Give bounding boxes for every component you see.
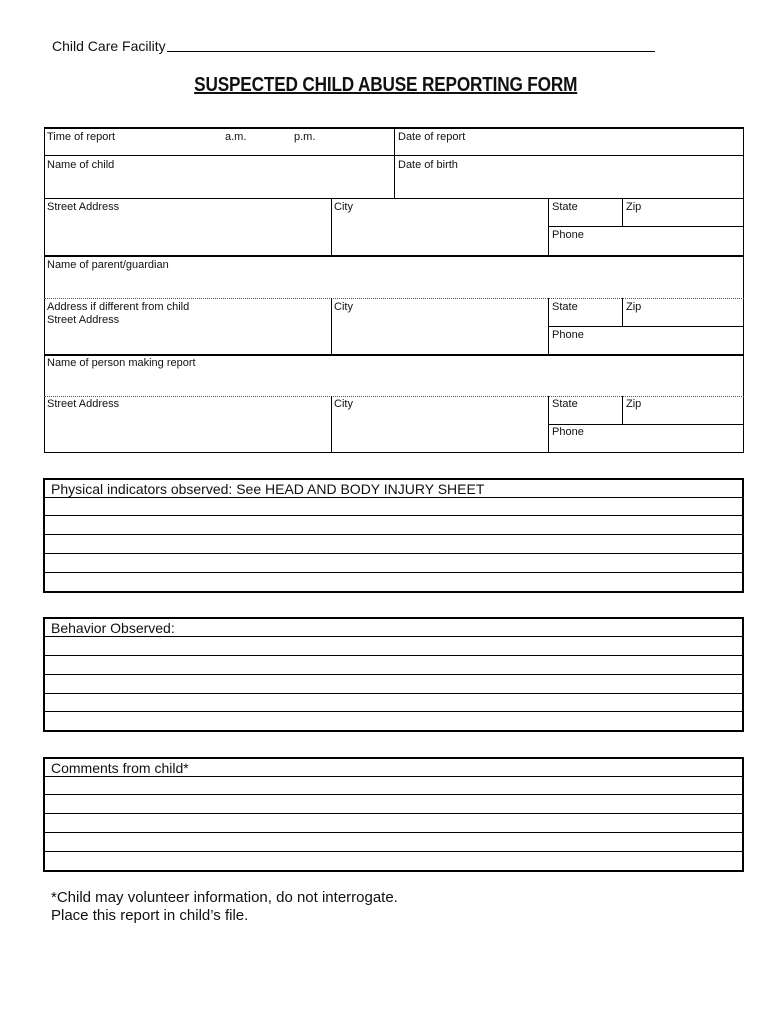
divider [331, 298, 332, 355]
facility-field[interactable] [167, 51, 655, 52]
reporter-name-label: Name of person making report [47, 357, 196, 369]
child-phone-label: Phone [552, 229, 584, 241]
writing-line [44, 851, 743, 852]
writing-line [44, 636, 743, 637]
parent-street-label: Street Address [47, 314, 120, 326]
writing-line [44, 655, 743, 656]
writing-line [44, 674, 743, 675]
divider [44, 255, 744, 257]
child-street-label: Street Address [47, 201, 120, 213]
child-name-label: Name of child [47, 159, 115, 171]
divider [44, 155, 744, 156]
footer-note-file: Place this report in child’s file. [51, 907, 249, 924]
writing-line [44, 515, 743, 516]
form-title: SUSPECTED CHILD ABUSE REPORTING FORM [194, 74, 578, 96]
am-label[interactable]: a.m. [225, 131, 247, 143]
writing-line [44, 553, 743, 554]
parent-phone-label: Phone [552, 329, 584, 341]
divider [44, 198, 744, 199]
behavior-observed-title: Behavior Observed: [51, 620, 175, 636]
dob-label: Date of birth [398, 159, 458, 171]
facility-label: Child Care Facility [52, 38, 166, 54]
reporter-zip-label: Zip [626, 398, 642, 410]
divider [548, 326, 744, 327]
divider [44, 354, 744, 356]
child-zip-label: Zip [626, 201, 642, 213]
divider [548, 424, 744, 425]
pm-label[interactable]: p.m. [294, 131, 316, 143]
divider [44, 396, 744, 397]
divider [394, 128, 395, 198]
writing-line [44, 776, 743, 777]
time-of-report-label: Time of report [47, 131, 116, 143]
divider [622, 198, 623, 226]
writing-line [44, 832, 743, 833]
writing-line [44, 693, 743, 694]
child-state-label: State [552, 201, 578, 213]
divider [331, 396, 332, 453]
reporter-city-label: City [334, 398, 353, 410]
divider [331, 198, 332, 256]
parent-state-label: State [552, 301, 578, 313]
divider [622, 298, 623, 326]
divider [44, 298, 744, 299]
date-of-report-label: Date of report [398, 131, 466, 143]
parent-zip-label: Zip [626, 301, 642, 313]
child-city-label: City [334, 201, 353, 213]
parent-name-label: Name of parent/guardian [47, 259, 169, 271]
parent-city-label: City [334, 301, 353, 313]
footer-note-volunteer: *Child may volunteer information, do not interrogate. [51, 889, 398, 906]
comments-title: Comments from child* [51, 760, 189, 776]
writing-line [44, 497, 743, 498]
physical-indicators-title: Physical indicators observed: See HEAD AND BODY INJURY SHEET [51, 481, 485, 497]
parent-address-label: Address if different from child [47, 301, 190, 313]
writing-line [44, 534, 743, 535]
reporter-phone-label: Phone [552, 426, 584, 438]
divider [622, 396, 623, 424]
writing-line [44, 794, 743, 795]
reporter-state-label: State [552, 398, 578, 410]
divider [548, 226, 744, 227]
writing-line [44, 711, 743, 712]
writing-line [44, 813, 743, 814]
divider [548, 198, 549, 256]
reporter-street-label: Street Address [47, 398, 120, 410]
writing-line [44, 572, 743, 573]
